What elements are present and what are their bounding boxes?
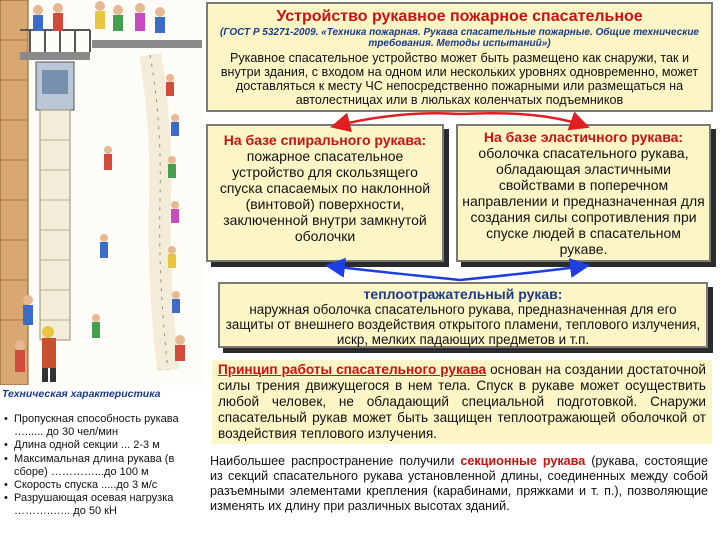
list-item: • Разрушающая осевая нагрузка ………..….. до 50 кН bbox=[14, 492, 206, 518]
title-panel bbox=[206, 2, 713, 112]
page-title: Устройство рукавное пожарное спасательное bbox=[276, 8, 643, 25]
spiral-text: пожарное спасательное устройство для скользящего спуска спасаемых по наклонной (винтовой) поверхности, заключенной внутри замкнутой оболочки bbox=[219, 148, 431, 244]
list-item: • Пропускная способность рукава …...... до 30 чел/мин bbox=[14, 413, 206, 439]
balcony-floor bbox=[20, 52, 90, 60]
spiral-heading: На базе спирального рукава: bbox=[223, 132, 427, 148]
heat-reflective-panel bbox=[218, 282, 708, 348]
sectional-chutes-paragraph bbox=[206, 452, 712, 538]
list-item: • Длина одной секции ... 2-3 м bbox=[14, 439, 206, 452]
title-description: Рукавное спасательное устройство может быть размещено как снаружи, так и внутри здания, с входом на одном или нескольких уровнях одновременно, может доставляться к месту ЧС непосредственно пожарными или размещаться на автолестницах или в люльках коленчатых подъемников bbox=[220, 51, 699, 107]
list-item: • Максимальная длина рукава (в сборе) …………...до 100 м bbox=[14, 453, 206, 479]
blue-arrow-left bbox=[330, 266, 460, 280]
elastic-text: оболочка спасательного рукава, обладающая эластичными свойствами в поперечном направлении и предназначенная для создания силы сопротивления при спуске людей в спасательном рукаве. bbox=[462, 145, 705, 257]
blue-arrow-right bbox=[460, 266, 585, 280]
chute-left bbox=[40, 110, 70, 340]
standard-reference: (ГОСТ Р 53271-2009. «Техника пожарная. Рукава спасательные пожарные. Общие технические требования. Методы испытаний») bbox=[219, 27, 699, 49]
tech-specs-list bbox=[2, 413, 206, 538]
principle-text: основан на создании достаточной силы трения движущегося в нем тела. Спуск в рукаве может осуществить любой человек, не обладающий специальной подготовкой. Снаружи спасательный рукав может быть защищен теплоотражающей оболочкой от воздействия теплового излучения. bbox=[218, 362, 706, 441]
sections-text-before: Наибольшее распространение получили bbox=[210, 454, 461, 468]
illustration-drawing bbox=[0, 0, 205, 385]
rescue-chute-illustration bbox=[0, 0, 205, 385]
spiral-chute-panel bbox=[206, 124, 444, 262]
sections-highlight: секционные рукава bbox=[460, 454, 586, 468]
people-on-balcony bbox=[33, 1, 165, 33]
principle-highlight: Принцип работы спасательного рукава bbox=[218, 362, 487, 377]
heat-text: наружная оболочка спасательного рукава, предназначенная для его защиты от внешнего воздействия открытого пламени, теплового излучения, искр, мелких падающих предметов и т.п. bbox=[225, 302, 701, 347]
operating-principle bbox=[212, 360, 712, 444]
people-middle bbox=[92, 146, 112, 338]
tech-specs-title: Техническая характеристика bbox=[2, 388, 161, 400]
chute-right bbox=[150, 55, 168, 370]
elastic-chute-panel bbox=[456, 124, 711, 262]
heat-heading: теплоотражательный рукав: bbox=[363, 286, 563, 302]
sections-text-after: (рукава, состоящие из секций спасательного рукава установленной длины, соединенных между собой разъемными элементами крепления (карабинами, пряжками и т. п.), позволяющие изменять их длину при различных высотах зданий. bbox=[210, 454, 708, 513]
elastic-heading: На базе эластичного рукава: bbox=[483, 129, 684, 145]
list-item: • Скорость спуска .....до 3 м/с bbox=[14, 479, 206, 492]
balcony-railing bbox=[20, 30, 90, 52]
